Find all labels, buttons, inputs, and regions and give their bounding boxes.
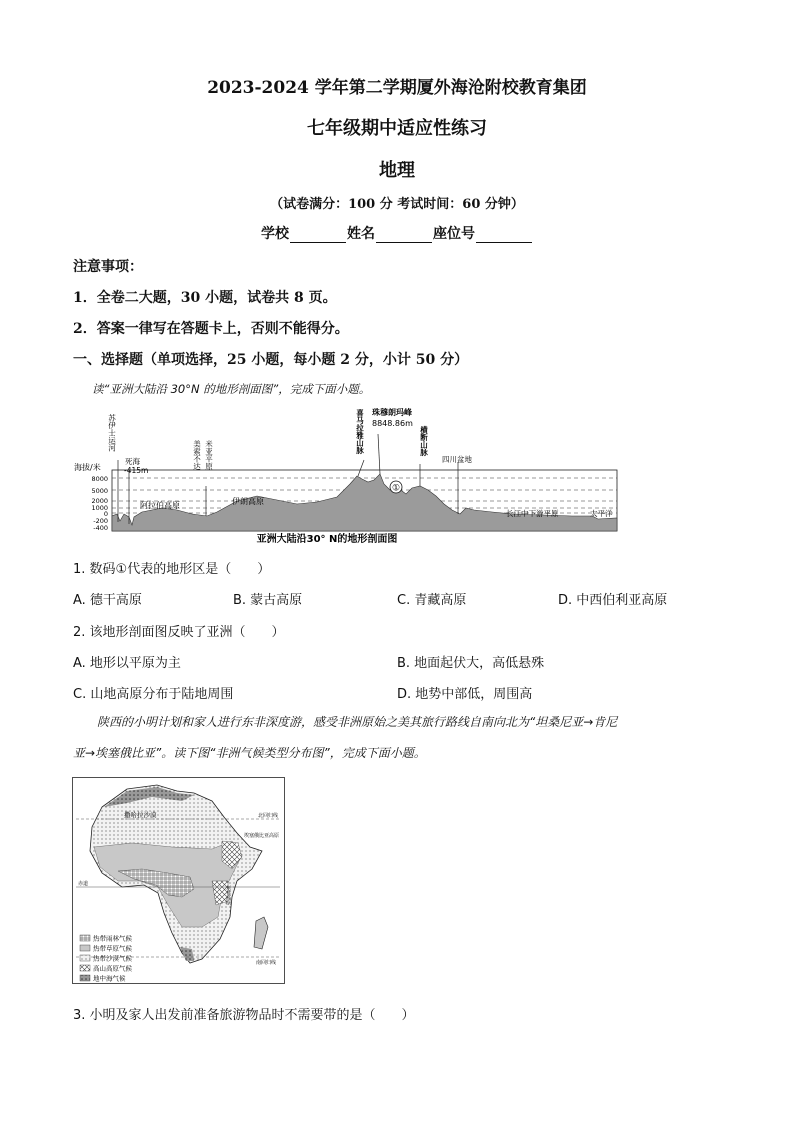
y-tick: 5000 [91, 487, 108, 495]
section-1-intro: 读“亚洲大陆沿 30°N 的地形剖面图”，完成下面小题。 [92, 382, 371, 396]
seat-label: 座位号 [433, 226, 475, 242]
q1-stem: 1. 数码①代表的地形区是（ ） [73, 562, 271, 577]
y-axis-title: 海拔/米 [74, 463, 101, 472]
label-pacific: 太平洋 [590, 509, 613, 518]
label-tropic-north: 北回归线 [258, 813, 279, 819]
label-east-africa-plateau: 东非高原 [225, 885, 231, 905]
name-blank[interactable] [376, 228, 432, 243]
y-tick: 0 [103, 510, 108, 518]
legend-swatch-highland [80, 965, 90, 971]
y-tick: -400 [93, 524, 108, 532]
label-mesopotamia-a: 美索不达 [192, 440, 202, 470]
q2-option-a[interactable]: A. 地形以平原为主 [73, 656, 181, 671]
label-arabian-plateau: 阿拉伯高原 [140, 501, 180, 510]
school-label: 学校 [261, 226, 289, 242]
legend-swatch-rainforest [80, 935, 90, 941]
legend-swatch-desert [80, 955, 90, 961]
notes-item-1: 1．全卷二大题，30 小题，试卷共 8 页。 [73, 290, 337, 306]
himalaya-pointer [358, 460, 364, 476]
subject-title: 地理 [379, 160, 415, 181]
y-tick: 2000 [91, 497, 108, 505]
profile-caption: 亚洲大陆沿30° N的地形剖面图 [256, 534, 398, 545]
passage-line-1: 陕西的小明计划和家人进行东非深度游，感受非洲原始之美其旅行路线自南向北为“坦桑尼亚→肯尼 [97, 715, 618, 729]
school-blank[interactable] [290, 228, 346, 243]
q2-stem: 2. 该地形剖面图反映了亚洲（ ） [73, 625, 285, 640]
seat-blank[interactable] [476, 228, 532, 243]
legend-label: 热带雨林气候 [93, 934, 132, 943]
exam-title-line2: 七年级期中适应性练习 [307, 118, 487, 139]
legend-label: 地中海气候 [93, 974, 126, 983]
notes-item-2: 2．答案一律写在答题卡上，否则不能得分。 [73, 321, 349, 337]
label-everest: 珠穆朗玛峰 [372, 408, 412, 417]
legend-label: 高山高原气候 [93, 964, 132, 973]
exam-info: （试卷满分：100 分 考试时间：60 分钟） [270, 197, 524, 212]
label-yangtze-plain: 长江中下游平原 [506, 509, 559, 518]
label-suez: 苏伊士运河 [107, 414, 117, 452]
q1-option-c[interactable]: C. 青藏高原 [397, 593, 467, 608]
marker-1-label: ① [391, 483, 401, 494]
terrain-profile [112, 474, 617, 531]
q2-option-b[interactable]: B. 地面起伏大，高低悬殊 [397, 656, 545, 671]
q2-option-c[interactable]: C. 山地高原分布于陆地周围 [73, 687, 234, 702]
label-iranian-plateau: 伊朗高原 [232, 497, 264, 506]
section-1-heading: 一、选择题（单项选择，25 小题，每小题 2 分，小计 50 分） [73, 352, 469, 368]
label-equator: 赤道 [78, 881, 89, 887]
label-sichuan-basin: 四川盆地 [442, 455, 472, 464]
label-tropic-south: 南回归线 [256, 960, 277, 966]
q1-option-a[interactable]: A. 德干高原 [73, 593, 142, 608]
legend-label: 热带草原气候 [93, 944, 132, 953]
q1-option-d[interactable]: D. 中西伯利亚高原 [558, 593, 668, 608]
student-info-line [0, 223, 794, 243]
label-dead-sea: 死海 [125, 457, 140, 466]
label-dead-sea-elev: -415m [124, 466, 149, 475]
y-tick: -200 [93, 517, 108, 525]
label-mesopotamia-b: 米亚平原 [204, 440, 214, 470]
notes-heading: 注意事项： [73, 259, 143, 275]
name-label: 姓名 [347, 226, 375, 242]
q1-option-b[interactable]: B. 蒙古高原 [233, 593, 303, 608]
exam-title-line1: 2023-2024 学年第二学期厦外海沧附校教育集团 [207, 78, 587, 98]
q2-option-d[interactable]: D. 地势中部低，周围高 [397, 687, 533, 702]
y-tick: 8000 [91, 475, 108, 483]
label-sahara: 撒哈拉沙漠 [124, 811, 157, 819]
legend-swatch-savanna [80, 945, 90, 951]
q3-stem: 3. 小明及家人出发前准备旅游物品时不需要带的是（ ） [73, 1008, 415, 1023]
map-legend [80, 934, 133, 983]
label-hengduan: 横断山脉 [419, 426, 429, 456]
africa-climate-map [72, 777, 285, 984]
everest-pointer [378, 434, 380, 474]
legend-swatch-mediterranean [80, 975, 90, 981]
label-ethiopian-highland: 埃塞俄比亚高原 [244, 833, 280, 839]
legend-label: 热带沙漠气候 [93, 954, 132, 963]
label-himalaya: 喜马拉雅山脉 [355, 409, 365, 454]
y-tick: 1000 [91, 504, 108, 512]
passage-line-2: 亚→埃塞俄比亚”。读下图“非洲气候类型分布图”，完成下面小题。 [73, 746, 426, 760]
label-everest-elev: 8848.86m [372, 419, 413, 428]
asia-profile-figure [72, 404, 620, 546]
